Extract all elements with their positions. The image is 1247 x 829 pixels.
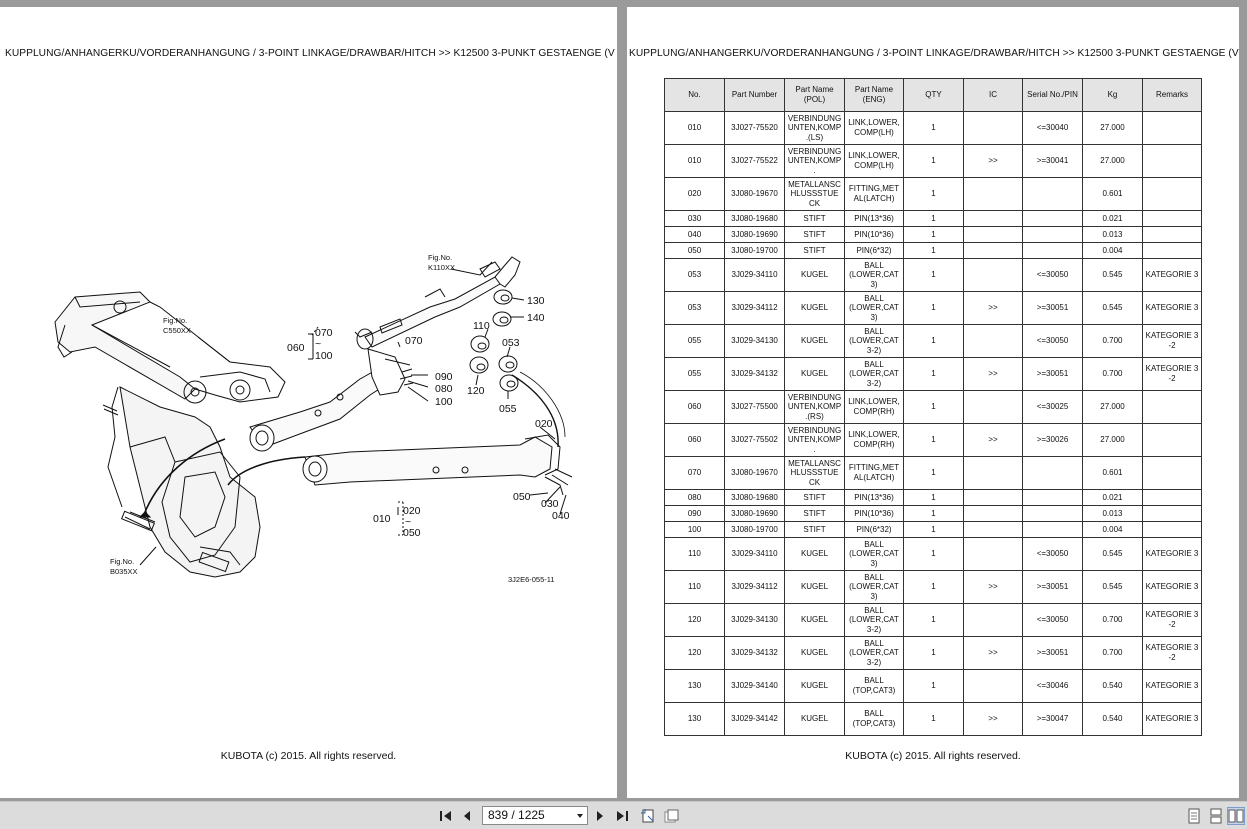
column-header-ic: IC: [964, 79, 1023, 112]
callout-label: 100: [315, 350, 333, 362]
cell-ic: [964, 522, 1023, 538]
callout-label: 050: [403, 527, 421, 539]
table-row[interactable]: [665, 227, 1202, 243]
cell-kg: 0.545: [1083, 538, 1143, 571]
cell-part-name-pol: KUGEL: [785, 292, 845, 325]
cell-part-number: 3J080-19700: [725, 243, 785, 259]
cell-part-name-pol: STIFT: [785, 490, 845, 506]
viewer-toolbar: [0, 801, 1247, 829]
table-row[interactable]: [665, 178, 1202, 211]
cell-ic: [964, 112, 1023, 145]
cell-part-name-pol: KUGEL: [785, 670, 845, 703]
cell-serial-no: <=30050: [1023, 538, 1083, 571]
cell-no: 055: [665, 325, 725, 358]
cell-remarks: KATEGORIE 3: [1143, 292, 1202, 325]
cell-part-name-eng: PIN(13*36): [845, 490, 904, 506]
range-tilde: ~: [315, 338, 322, 350]
callout-label: 070: [315, 327, 333, 339]
previous-page-icon: [461, 810, 473, 822]
cell-part-name-pol: KUGEL: [785, 358, 845, 391]
cell-part-name-pol: VERBINDUNG UNTEN,KOMP .: [785, 145, 845, 178]
cell-serial-no: [1023, 227, 1083, 243]
cell-kg: 0.545: [1083, 571, 1143, 604]
cell-part-name-pol: KUGEL: [785, 637, 845, 670]
column-header-part-number: Part Number: [725, 79, 785, 112]
cell-ic: [964, 670, 1023, 703]
cell-qty: 1: [904, 604, 964, 637]
chevron-down-icon: [577, 814, 583, 818]
cell-ic: >>: [964, 637, 1023, 670]
callout-label: 080: [435, 383, 453, 395]
cell-remarks: [1143, 506, 1202, 522]
cell-serial-no: >=30051: [1023, 358, 1083, 391]
cell-qty: 1: [904, 227, 964, 243]
cell-part-name-eng: BALL (LOWER,CAT 3): [845, 292, 904, 325]
cell-ic: [964, 604, 1023, 637]
column-header-part-name-pol: Part Name (POL): [785, 79, 845, 112]
single-page-view-button[interactable]: [1186, 808, 1202, 824]
cell-part-name-eng: PIN(13*36): [845, 211, 904, 227]
cell-remarks: [1143, 457, 1202, 490]
cell-part-name-eng: LINK,LOWER, COMP(LH): [845, 112, 904, 145]
cell-part-name-pol: KUGEL: [785, 703, 845, 736]
cell-serial-no: [1023, 522, 1083, 538]
column-header-remarks: Remarks: [1143, 79, 1202, 112]
column-header-no: No.: [665, 79, 725, 112]
cell-remarks: KATEGORIE 3 -2: [1143, 325, 1202, 358]
cell-remarks: KATEGORIE 3: [1143, 670, 1202, 703]
cell-part-name-eng: FITTING,MET AL(LATCH): [845, 457, 904, 490]
cell-ic: >>: [964, 571, 1023, 604]
cell-part-name-pol: METALLANSC HLUSSSTUE CK: [785, 178, 845, 211]
cell-part-name-eng: BALL (LOWER,CAT 3): [845, 259, 904, 292]
table-row[interactable]: [665, 424, 1202, 457]
cell-kg: 0.021: [1083, 490, 1143, 506]
table-row[interactable]: [665, 292, 1202, 325]
cell-no: 120: [665, 604, 725, 637]
two-page-view-icon: [1228, 808, 1244, 824]
cell-kg: 0.700: [1083, 325, 1143, 358]
column-header-part-name-eng: Part Name (ENG): [845, 79, 904, 112]
table-row[interactable]: [665, 112, 1202, 145]
cell-serial-no: <=30050: [1023, 604, 1083, 637]
next-page-icon: [594, 810, 606, 822]
cell-part-number: 3J080-19680: [725, 490, 785, 506]
cell-part-name-eng: BALL (LOWER,CAT 3-2): [845, 604, 904, 637]
cell-kg: 27.000: [1083, 112, 1143, 145]
cell-part-name-eng: PIN(10*36): [845, 227, 904, 243]
fig-ref-c550xx[interactable]: C550XX: [163, 326, 191, 335]
cell-no: 100: [665, 522, 725, 538]
cell-ic: [964, 538, 1023, 571]
cell-no: 055: [665, 358, 725, 391]
cell-qty: 1: [904, 112, 964, 145]
cell-part-name-eng: LINK,LOWER, COMP(RH): [845, 424, 904, 457]
callout-label: 020: [403, 505, 421, 517]
cell-qty: 1: [904, 178, 964, 211]
cell-serial-no: >=30051: [1023, 292, 1083, 325]
cell-qty: 1: [904, 391, 964, 424]
cell-no: 070: [665, 457, 725, 490]
table-header-row: [665, 79, 1202, 112]
cell-remarks: KATEGORIE 3 -2: [1143, 637, 1202, 670]
fig-no-label: Fig.No.: [163, 316, 188, 325]
table-row[interactable]: [665, 571, 1202, 604]
callout-label: 010: [373, 513, 391, 525]
callout-label: 030: [541, 498, 559, 510]
cell-no: 060: [665, 391, 725, 424]
fig-no-label: Fig.No.: [110, 557, 135, 566]
table-row[interactable]: [665, 325, 1202, 358]
cell-part-name-eng: BALL (LOWER,CAT 3): [845, 538, 904, 571]
callout-label: 040: [552, 510, 570, 522]
callout-label: 060: [287, 342, 305, 354]
cell-qty: 1: [904, 571, 964, 604]
cell-part-number: 3J080-19690: [725, 227, 785, 243]
cell-no: 053: [665, 292, 725, 325]
cell-remarks: KATEGORIE 3 -2: [1143, 358, 1202, 391]
exploded-parts-diagram: [0, 7, 617, 727]
table-row[interactable]: [665, 604, 1202, 637]
cell-ic: [964, 243, 1023, 259]
cell-serial-no: >=30047: [1023, 703, 1083, 736]
cell-serial-no: [1023, 211, 1083, 227]
cell-no: 053: [665, 259, 725, 292]
cell-part-name-pol: KUGEL: [785, 259, 845, 292]
cell-part-number: 3J080-19690: [725, 506, 785, 522]
cell-remarks: [1143, 522, 1202, 538]
cell-part-number: 3J080-19670: [725, 178, 785, 211]
cell-kg: 0.013: [1083, 227, 1143, 243]
cell-remarks: KATEGORIE 3: [1143, 703, 1202, 736]
cell-ic: [964, 391, 1023, 424]
cell-part-name-eng: BALL (LOWER,CAT 3-2): [845, 358, 904, 391]
callout-label: 020: [535, 418, 553, 430]
cell-part-number: 3J027-75520: [725, 112, 785, 145]
table-row[interactable]: [665, 506, 1202, 522]
cell-remarks: KATEGORIE 3: [1143, 259, 1202, 292]
callout-label: 110: [473, 320, 490, 332]
cell-qty: 1: [904, 490, 964, 506]
cell-part-name-pol: KUGEL: [785, 538, 845, 571]
next-page-button[interactable]: [592, 808, 608, 824]
cell-part-name-pol: METALLANSC HLUSSSTUE CK: [785, 457, 845, 490]
fig-ref-k110xx[interactable]: K110XX: [428, 263, 455, 272]
cell-part-number: 3J027-75500: [725, 391, 785, 424]
callout-label: 070: [405, 335, 423, 347]
cell-part-name-pol: VERBINDUNG UNTEN,KOMP .(RS): [785, 391, 845, 424]
cell-no: 130: [665, 670, 725, 703]
cell-part-number: 3J029-34132: [725, 637, 785, 670]
cell-kg: 0.540: [1083, 670, 1143, 703]
cell-part-name-pol: STIFT: [785, 522, 845, 538]
range-tilde: ~: [405, 516, 412, 528]
cell-remarks: [1143, 178, 1202, 211]
last-page-button[interactable]: [614, 808, 630, 824]
cell-serial-no: <=30046: [1023, 670, 1083, 703]
cell-part-number: 3J027-75502: [725, 424, 785, 457]
table-row[interactable]: [665, 457, 1202, 490]
cell-kg: 0.700: [1083, 637, 1143, 670]
table-row[interactable]: [665, 637, 1202, 670]
cell-ic: [964, 325, 1023, 358]
first-page-button[interactable]: [438, 808, 454, 824]
page-number-value: 839 / 1225: [488, 808, 545, 822]
last-page-icon: [615, 810, 629, 822]
cell-qty: 1: [904, 292, 964, 325]
callout-label: 120: [467, 385, 485, 397]
callout-label: 053: [502, 337, 520, 349]
cell-qty: 1: [904, 703, 964, 736]
left-document-page: [0, 7, 617, 798]
fit-page-icon: [640, 808, 656, 824]
cell-serial-no: <=30050: [1023, 325, 1083, 358]
cell-qty: 1: [904, 358, 964, 391]
cell-kg: 0.700: [1083, 604, 1143, 637]
cell-part-number: 3J029-34130: [725, 604, 785, 637]
cell-qty: 1: [904, 145, 964, 178]
cell-qty: 1: [904, 670, 964, 703]
cell-part-name-pol: STIFT: [785, 506, 845, 522]
column-header-serial-no: Serial No./PIN: [1023, 79, 1083, 112]
parts-table: [664, 78, 1202, 736]
cell-no: 060: [665, 424, 725, 457]
table-row[interactable]: [665, 670, 1202, 703]
cell-part-number: 3J029-34132: [725, 358, 785, 391]
continuous-view-icon: [1209, 808, 1223, 824]
cell-no: 120: [665, 637, 725, 670]
table-row[interactable]: [665, 259, 1202, 292]
cell-part-name-eng: BALL (TOP,CAT3): [845, 703, 904, 736]
previous-page-button[interactable]: [459, 808, 475, 824]
cell-part-name-eng: PIN(6*32): [845, 522, 904, 538]
cell-part-number: 3J029-34142: [725, 703, 785, 736]
continuous-view-button[interactable]: [1208, 808, 1224, 824]
table-row[interactable]: [665, 358, 1202, 391]
cell-serial-no: [1023, 490, 1083, 506]
cell-no: 050: [665, 243, 725, 259]
cell-ic: >>: [964, 424, 1023, 457]
fit-width-icon: [663, 808, 679, 824]
cell-no: 040: [665, 227, 725, 243]
cell-part-number: 3J029-34110: [725, 538, 785, 571]
right-document-page: [627, 7, 1239, 798]
cell-serial-no: >=30041: [1023, 145, 1083, 178]
page-number-select[interactable]: [482, 806, 588, 825]
cell-remarks: KATEGORIE 3: [1143, 571, 1202, 604]
table-row[interactable]: [665, 538, 1202, 571]
cell-part-number: 3J080-19700: [725, 522, 785, 538]
cell-kg: 27.000: [1083, 424, 1143, 457]
cell-serial-no: <=30025: [1023, 391, 1083, 424]
cell-part-name-eng: FITTING,MET AL(LATCH): [845, 178, 904, 211]
cell-part-number: 3J080-19670: [725, 457, 785, 490]
cell-part-name-pol: KUGEL: [785, 604, 845, 637]
cell-ic: >>: [964, 292, 1023, 325]
cell-ic: [964, 227, 1023, 243]
cell-part-name-eng: LINK,LOWER, COMP(LH): [845, 145, 904, 178]
cell-part-name-pol: VERBINDUNG UNTEN,KOMP .: [785, 424, 845, 457]
cell-serial-no: <=30050: [1023, 259, 1083, 292]
cell-part-number: 3J027-75522: [725, 145, 785, 178]
cell-ic: [964, 259, 1023, 292]
table-row[interactable]: [665, 211, 1202, 227]
cell-ic: [964, 211, 1023, 227]
cell-qty: 1: [904, 424, 964, 457]
page-footer: KUBOTA (c) 2015. All rights reserved.: [220, 750, 397, 762]
cell-remarks: [1143, 145, 1202, 178]
cell-kg: 27.000: [1083, 145, 1143, 178]
fig-no-label: Fig.No.: [428, 253, 453, 262]
page-footer: KUBOTA (c) 2015. All rights reserved.: [845, 750, 1021, 762]
column-header-qty: QTY: [904, 79, 964, 112]
cell-kg: 0.540: [1083, 703, 1143, 736]
cell-part-name-eng: BALL (LOWER,CAT 3): [845, 571, 904, 604]
cell-remarks: [1143, 243, 1202, 259]
cell-qty: 1: [904, 506, 964, 522]
cell-serial-no: [1023, 243, 1083, 259]
cell-no: 020: [665, 178, 725, 211]
cell-serial-no: [1023, 506, 1083, 522]
callout-label: 050: [513, 491, 531, 503]
cell-part-name-eng: BALL (LOWER,CAT 3-2): [845, 325, 904, 358]
page-header: KUPPLUNG/ANHANGERKU/VORDERANHANGUNG / 3-POINT LINKAGE/DRAWBAR/HITCH >> K12500 3-PUNKT GESTAENGE (V: [629, 48, 1239, 59]
table-row[interactable]: [665, 145, 1202, 178]
cell-no: 110: [665, 538, 725, 571]
cell-remarks: [1143, 391, 1202, 424]
two-page-view-button[interactable]: [1228, 808, 1244, 824]
cell-kg: 0.545: [1083, 292, 1143, 325]
cell-part-number: 3J080-19680: [725, 211, 785, 227]
page-header: KUPPLUNG/ANHANGERKU/VORDERANHANGUNG / 3-POINT LINKAGE/DRAWBAR/HITCH >> K12500 3-PUNKT GESTAENGE (V: [5, 48, 615, 59]
cell-remarks: [1143, 490, 1202, 506]
cell-no: 110: [665, 571, 725, 604]
fig-ref-b035xx[interactable]: B035XX: [110, 567, 138, 576]
cell-kg: 0.545: [1083, 259, 1143, 292]
cell-part-name-pol: KUGEL: [785, 571, 845, 604]
cell-no: 010: [665, 145, 725, 178]
cell-remarks: KATEGORIE 3 -2: [1143, 604, 1202, 637]
cell-part-name-eng: PIN(6*32): [845, 243, 904, 259]
cell-ic: [964, 490, 1023, 506]
cell-kg: 27.000: [1083, 391, 1143, 424]
cell-ic: [964, 506, 1023, 522]
cell-part-name-pol: STIFT: [785, 211, 845, 227]
column-header-kg: Kg: [1083, 79, 1143, 112]
cell-part-name-eng: BALL (TOP,CAT3): [845, 670, 904, 703]
cell-remarks: KATEGORIE 3: [1143, 538, 1202, 571]
cell-part-name-eng: PIN(10*36): [845, 506, 904, 522]
fit-page-button[interactable]: [640, 808, 656, 824]
cell-part-name-eng: LINK,LOWER, COMP(RH): [845, 391, 904, 424]
cell-part-name-pol: STIFT: [785, 243, 845, 259]
cell-part-number: 3J029-34112: [725, 292, 785, 325]
cell-part-number: 3J029-34140: [725, 670, 785, 703]
cell-serial-no: [1023, 178, 1083, 211]
cell-ic: [964, 178, 1023, 211]
cell-qty: 1: [904, 637, 964, 670]
table-row[interactable]: [665, 522, 1202, 538]
cell-part-number: 3J029-34130: [725, 325, 785, 358]
cell-qty: 1: [904, 211, 964, 227]
cell-qty: 1: [904, 522, 964, 538]
table-row[interactable]: [665, 243, 1202, 259]
diagram-code: 3J2E6-055-11: [508, 575, 555, 584]
cell-serial-no: >=30051: [1023, 637, 1083, 670]
cell-no: 010: [665, 112, 725, 145]
cell-kg: 0.021: [1083, 211, 1143, 227]
cell-remarks: [1143, 227, 1202, 243]
cell-no: 080: [665, 490, 725, 506]
cell-no: 030: [665, 211, 725, 227]
cell-ic: [964, 457, 1023, 490]
cell-ic: >>: [964, 358, 1023, 391]
cell-kg: 0.601: [1083, 178, 1143, 211]
cell-ic: >>: [964, 145, 1023, 178]
cell-kg: 0.601: [1083, 457, 1143, 490]
callout-label: 055: [499, 403, 517, 415]
callout-label: 140: [527, 312, 545, 324]
cell-kg: 0.004: [1083, 243, 1143, 259]
cell-qty: 1: [904, 538, 964, 571]
table-row[interactable]: [665, 703, 1202, 736]
cell-serial-no: >=30026: [1023, 424, 1083, 457]
cell-ic: >>: [964, 703, 1023, 736]
cell-part-name-pol: STIFT: [785, 227, 845, 243]
callout-label: 100: [435, 396, 453, 408]
cell-part-number: 3J029-34112: [725, 571, 785, 604]
cell-remarks: [1143, 211, 1202, 227]
cell-serial-no: <=30040: [1023, 112, 1083, 145]
cell-no: 130: [665, 703, 725, 736]
single-page-view-icon: [1187, 808, 1201, 824]
callout-label: 130: [527, 295, 545, 307]
cell-kg: 0.700: [1083, 358, 1143, 391]
callout-label: 090: [435, 371, 453, 383]
cell-serial-no: [1023, 457, 1083, 490]
table-row[interactable]: [665, 490, 1202, 506]
cell-qty: 1: [904, 457, 964, 490]
cell-remarks: [1143, 112, 1202, 145]
cell-part-name-pol: VERBINDUNG UNTEN,KOMP .(LS): [785, 112, 845, 145]
table-row[interactable]: [665, 391, 1202, 424]
fit-width-button[interactable]: [663, 808, 679, 824]
cell-serial-no: >=30051: [1023, 571, 1083, 604]
cell-part-number: 3J029-34110: [725, 259, 785, 292]
cell-qty: 1: [904, 325, 964, 358]
cell-qty: 1: [904, 259, 964, 292]
cell-kg: 0.013: [1083, 506, 1143, 522]
cell-part-name-eng: BALL (LOWER,CAT 3-2): [845, 637, 904, 670]
cell-no: 090: [665, 506, 725, 522]
cell-remarks: [1143, 424, 1202, 457]
first-page-icon: [439, 810, 453, 822]
cell-part-name-pol: KUGEL: [785, 325, 845, 358]
cell-qty: 1: [904, 243, 964, 259]
cell-kg: 0.004: [1083, 522, 1143, 538]
